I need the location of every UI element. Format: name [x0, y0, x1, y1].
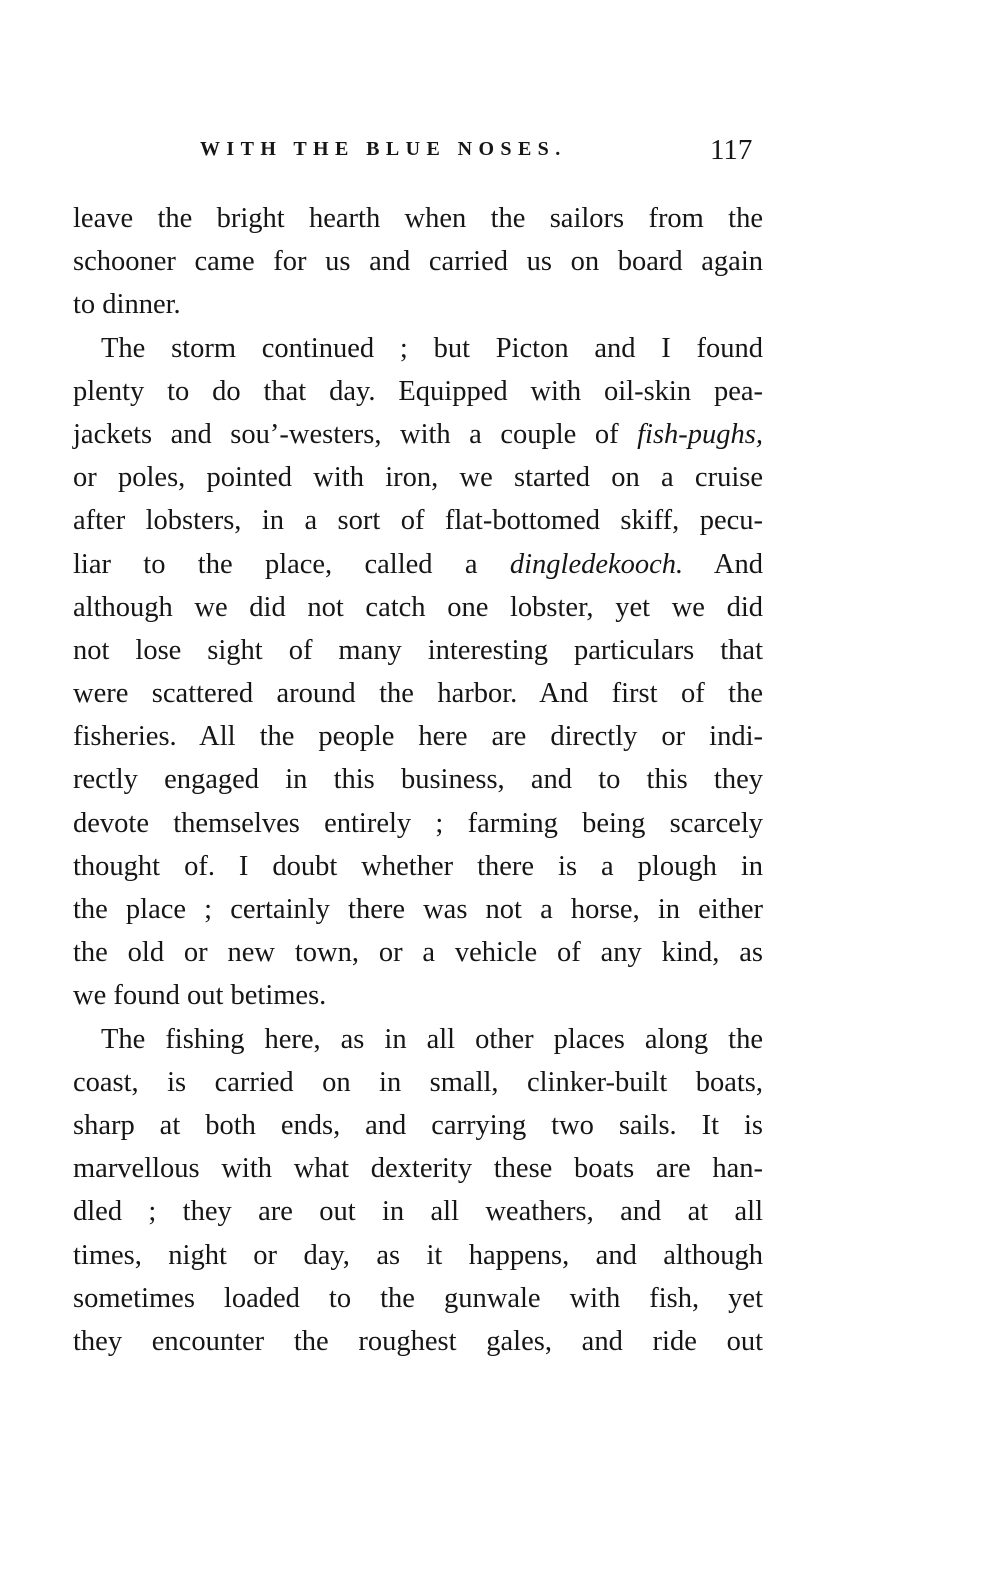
text-line: were scattered around the harbor. And first of the: [73, 678, 763, 710]
text-line: not lose sight of many interesting particulars that: [73, 634, 763, 666]
text-fragment: jackets and sou’-westers, with a couple of: [73, 418, 638, 450]
text-line: The storm continued ; but Picton and I found: [101, 332, 763, 364]
text-line: leave the bright hearth when the sailors from the: [73, 203, 763, 234]
text-line: The fishing here, as in all other places along the: [101, 1023, 763, 1055]
text-line: schooner came for us and carried us on board again: [73, 246, 763, 278]
page-number: 117: [710, 134, 753, 166]
text-line: times, night or day, as it happens, and although: [73, 1239, 763, 1271]
text-line: we found out betimes.: [73, 980, 327, 1012]
text-line: marvellous with what dexterity these boats are han-: [73, 1153, 763, 1185]
text-line: [73, 543, 763, 586]
text-line: devote themselves entirely ; farming being scarcely: [73, 807, 763, 839]
text-line: to dinner.: [73, 289, 181, 321]
italic-term: dingledekooch.: [509, 548, 684, 580]
text-line: they encounter the roughest gales, and ride out: [73, 1325, 763, 1357]
text-line: dled ; they are out in all weathers, and at all: [73, 1196, 763, 1228]
text-line: the old or new town, or a vehicle of any kind, as: [73, 937, 763, 969]
running-head: WITH THE BLUE NOSES.: [200, 138, 567, 160]
text-line: the place ; certainly there was not a horse, in either: [73, 894, 763, 925]
text-line: [73, 413, 763, 456]
text-line: coast, is carried on in small, clinker-built boats,: [73, 1066, 763, 1098]
text-fragment: And: [683, 548, 764, 580]
text-line: after lobsters, in a sort of flat-bottomed skiff, pecu-: [73, 505, 763, 537]
text-line: plenty to do that day. Equipped with oil-skin pea-: [73, 375, 763, 407]
text-line: sometimes loaded to the gunwale with fish, yet: [73, 1282, 763, 1314]
italic-term: fish-pughs,: [637, 418, 763, 450]
text-line: or poles, pointed with iron, we started on a cruise: [73, 462, 763, 494]
body-text: [73, 197, 763, 1363]
text-line: rectly engaged in this business, and to this they: [73, 764, 763, 796]
text-line: thought of. I doubt whether there is a plough in: [73, 850, 763, 882]
text-line: although we did not catch one lobster, yet we did: [73, 591, 763, 623]
text-line: fisheries. All the people here are directly or indi-: [73, 721, 763, 753]
text-line: sharp at both ends, and carrying two sails. It is: [73, 1109, 763, 1141]
text-fragment: liar to the place, called a: [73, 548, 510, 580]
